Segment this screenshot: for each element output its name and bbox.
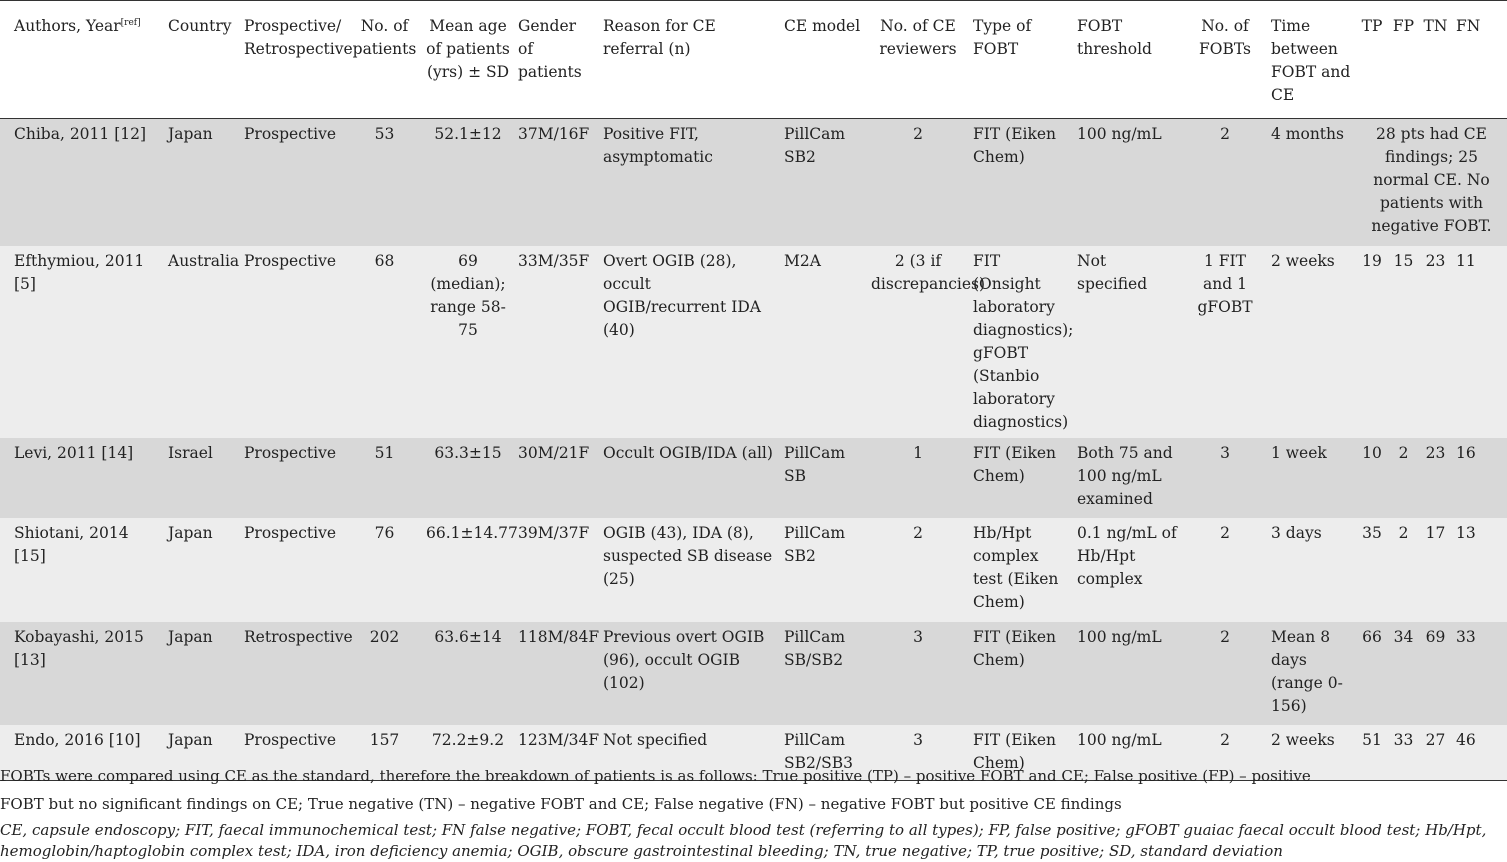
cell-model: PillCam SB2 [784,523,846,565]
cell-fn: 46 [1452,725,1507,781]
cell-authors: Kobayashi, 2015 [13] [14,627,144,669]
cell-reviewers: 1 [913,443,923,462]
cell-fn: 11 [1456,251,1476,270]
cell-fn: 16 [1456,443,1476,462]
cell-country: Japan [168,523,213,542]
cell-time: 1 week [1271,443,1327,462]
cell-model: M2A [784,251,821,270]
cell-reason: Previous overt OGIB (96), occult OGIB (102) [603,627,765,692]
cell-threshold: 100 ng/mL [1077,627,1162,646]
cell-reason: Not specified [599,725,780,781]
cell-age: 69 (median); range 58-75 [430,251,506,339]
cell-nfobts: 2 [1220,627,1230,646]
cell-gender: 37M/16F [518,125,590,143]
cell-design: Prospective [244,443,337,462]
cell-threshold: 100 ng/mL [1073,725,1183,781]
cell-authors: Endo, 2016 [10] [0,725,164,781]
header-design: Prospective/ Retrospective [240,1,347,119]
cell-time: 2 weeks [1271,251,1335,270]
cell-fp: 2 [1398,523,1409,542]
header-gender: Gender of patients [514,1,599,119]
cell-fp: 34 [1393,627,1414,646]
cell-tp: 51 [1356,725,1388,781]
footnote-abbreviations: CE, capsule endoscopy; FIT, faecal immunochemical test; FN false negative; FOBT, fecal occult blood test (referring to all types); FP, false positive; gFOBT guaiac faecal occult blood test; Hb/Hpt, hemoglobin/haptoglobin complex test; IDA, iron deficiency anemia; OGIB, obscure gastrointestinal bleeding; TN, true negative; TP, true positive; SD, standard deviation [0,821,1487,860]
cell-nfobts: 1 FIT and 1 gFOBT [1197,251,1253,316]
cell-nfobts: 3 [1220,443,1230,462]
header-n-fobts: No. of FOBTs [1183,1,1267,119]
cell-nfobts: 2 [1220,125,1230,143]
table-footnotes [0,762,1500,862]
cell-country: Japan [168,125,213,143]
cell-fobt: Hb/Hpt complex test (Eiken Chem) [973,523,1059,611]
cell-time: 3 days [1271,523,1322,542]
header-tn: TN [1419,1,1452,119]
cell-design: Prospective [244,125,337,143]
cell-gender: 123M/34F [514,725,599,781]
cell-design: Retrospective [244,627,353,646]
cell-gender: 30M/21F [518,443,590,462]
cell-fp: 2 [1398,443,1409,462]
cell-nfobts: 2 [1183,725,1267,781]
cell-country: Israel [168,443,213,462]
cell-fobt: FIT (Eiken Chem) [973,443,1057,485]
cell-tn: 69 [1425,627,1446,646]
cell-reviewers: 3 [913,627,923,646]
header-authors: Authors, Year[ref] [0,1,164,119]
cell-reason: Occult OGIB/IDA (all) [603,443,773,462]
cell-authors: Levi, 2011 [14] [14,443,134,462]
cell-fobt: FIT (Eiken Chem) [969,725,1073,781]
cell-authors: Chiba, 2011 [12] [14,125,147,143]
cell-threshold: Not specified [1077,251,1148,293]
header-time: Time between FOBT and CE [1267,1,1356,119]
footnote-line-1: FOBTs were compared using CE as the standard, therefore the breakdown of patients is as follows: True positive (TP) – positive FOBT and CE; False positive (FP) – positive [0,767,1311,785]
cell-tp: 19 [1362,251,1382,270]
table-row [0,622,1507,725]
cell-n: 53 [374,125,395,143]
cell-age: 63.6±14 [434,627,502,646]
cell-reason: Positive FIT, asymptomatic [603,125,713,166]
cell-threshold: 100 ng/mL [1077,125,1162,143]
cell-authors: Shiotani, 2014 [15] [14,523,129,565]
header-tp: TP [1356,1,1388,119]
cell-combined-results: 28 pts had CE findings; 25 normal CE. No patients with negative FOBT. [1371,125,1492,235]
header-fobt-type: Type of FOBT [969,1,1073,119]
cell-design: Prospective [244,523,337,542]
header-authors-sup: [ref] [120,17,141,28]
cell-gender: 33M/35F [518,251,590,270]
header-reason: Reason for CE referral (n) [599,1,780,119]
cell-reviewers: 3 [867,725,969,781]
cell-reviewers: 2 [913,125,923,143]
cell-tp: 35 [1362,523,1382,542]
table-row [0,246,1507,438]
cell-model: PillCam SB [784,443,846,485]
cell-model: PillCam SB2 [784,125,846,166]
cell-country: Japan [168,627,213,646]
cell-time: 4 months [1271,125,1344,143]
header-fn: FN [1452,1,1507,119]
cell-n: 51 [374,443,395,462]
cell-tn: 23 [1425,251,1446,270]
cell-fp: 15 [1393,251,1414,270]
cell-threshold: Both 75 and 100 ng/mL examined [1077,443,1173,508]
table-row [0,438,1507,518]
cell-tn: 17 [1425,523,1446,542]
cell-fobt: FIT (Eiken Chem) [973,627,1057,669]
cell-age: 66.1±14.77 [426,523,518,542]
cell-tp: 10 [1362,443,1382,462]
cell-fobt: FIT (Eiken Chem) [973,125,1057,166]
table-header-row [0,1,1507,119]
cell-time: 2 weeks [1267,725,1356,781]
cell-age: 72.2±9.2 [422,725,514,781]
cell-fn: 13 [1456,523,1476,542]
cell-threshold: 0.1 ng/mL of Hb/Hpt complex [1077,523,1177,588]
cell-reason: Overt OGIB (28), occult OGIB/recurrent IDA (40) [603,251,761,339]
header-n-patients: No. of patients [347,1,422,119]
header-threshold: FOBT threshold [1073,1,1183,119]
cell-reviewers: 2 [913,523,923,542]
cell-gender: 118M/84F [518,627,600,646]
cell-age: 52.1±12 [434,125,502,143]
cell-tn: 27 [1419,725,1452,781]
cell-n: 202 [369,627,400,646]
cell-fn: 33 [1456,627,1476,646]
cell-design: Prospective [244,251,337,270]
cell-n: 68 [374,251,395,270]
header-mean-age: Mean age of patients (yrs) ± SD [422,1,514,119]
cell-reason: OGIB (43), IDA (8), suspected SB disease (25) [603,523,773,588]
header-reviewers: No. of CE reviewers [867,1,969,119]
cell-n: 76 [374,523,395,542]
cell-authors: Efthymiou, 2011 [5] [14,251,145,293]
header-ce-model: CE model [780,1,867,119]
cell-model: PillCam SB/SB2 [784,627,846,669]
cell-fp: 33 [1388,725,1419,781]
cell-design: Prospective [240,725,347,781]
table-row [0,518,1507,622]
cell-gender: 39M/37F [518,523,590,542]
cell-country: Japan [164,725,240,781]
cell-tp: 66 [1362,627,1382,646]
cell-age: 63.3±15 [434,443,502,462]
header-fp: FP [1388,1,1419,119]
header-country: Country [164,1,240,119]
cell-fobt: FIT (Onsight laboratory diagnostics); gFOBT (Stanbio laboratory diagnostics) [973,251,1074,431]
cell-reviewers: 2 (3 if discrepancies) [871,251,986,293]
cell-tn: 23 [1425,443,1446,462]
cell-nfobts: 2 [1220,523,1230,542]
cell-model: PillCam SB2/SB3 [780,725,867,781]
cell-time: Mean 8 days (range 0-156) [1271,627,1343,715]
cell-n: 157 [347,725,422,781]
table-row [0,119,1507,246]
footnote-line-2: FOBT but no significant findings on CE; True negative (TN) – negative FOBT and CE; False negative (FN) – negative FOBT but positive CE findings [0,795,1122,813]
cell-country: Australia [168,251,240,270]
